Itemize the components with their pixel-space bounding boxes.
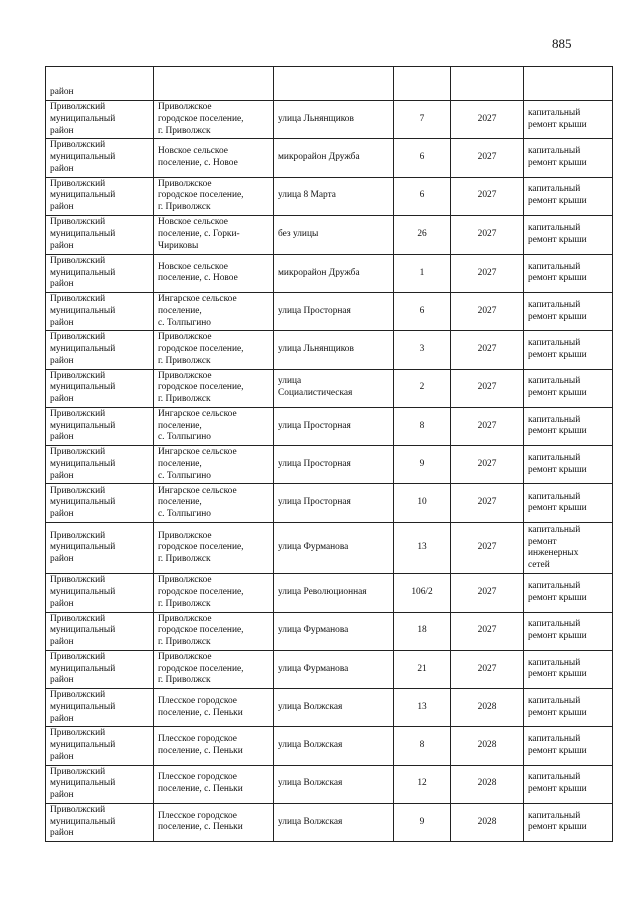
cell-district: Приволжский муниципальный район: [46, 650, 154, 688]
cell-street: улица Революционная: [274, 574, 394, 612]
cell-house-number: 3: [394, 331, 451, 369]
table-row: [46, 293, 613, 331]
cell-work-type: капитальный ремонт крыши: [524, 689, 613, 727]
cell-work-type: капитальный ремонт крыши: [524, 101, 613, 139]
cell-district: Приволжский муниципальный район: [46, 254, 154, 292]
cell-district: Приволжский муниципальный район: [46, 803, 154, 841]
cell-year: 2027: [451, 139, 524, 177]
table-row: [46, 523, 613, 574]
cell-street: улица Фурманова: [274, 650, 394, 688]
cell-house-number: 6: [394, 177, 451, 215]
table-body: [46, 67, 613, 842]
cell-house-number: 8: [394, 727, 451, 765]
cell-house-number: 8: [394, 407, 451, 445]
cell-house-number: 106/2: [394, 574, 451, 612]
cell-district: Приволжский муниципальный район: [46, 727, 154, 765]
cell-year: 2027: [451, 293, 524, 331]
cell-work-type: капитальный ремонт крыши: [524, 369, 613, 407]
cell-house-number: 13: [394, 689, 451, 727]
table-row: [46, 484, 613, 523]
table-row: [46, 574, 613, 612]
cell-settlement: Плесское городское поселение, с. Пеньки: [154, 765, 274, 803]
cell-settlement: Приволжское городское поселение, г. Приволжск: [154, 331, 274, 369]
cell-year: 2027: [451, 254, 524, 292]
cell-settlement: Приволжское городское поселение, г. Приволжск: [154, 650, 274, 688]
table-row: [46, 407, 613, 445]
cell-house-number: 21: [394, 650, 451, 688]
cell-year: 2027: [451, 407, 524, 445]
table-row: [46, 369, 613, 407]
cell-street: микрорайон Дружба: [274, 254, 394, 292]
cell-house-number: 12: [394, 765, 451, 803]
cell-street: улица Просторная: [274, 484, 394, 523]
cell-district: Приволжский муниципальный район: [46, 484, 154, 523]
cell-street: микрорайон Дружба: [274, 139, 394, 177]
cell-house-number: 6: [394, 139, 451, 177]
cell-year: 2027: [451, 612, 524, 650]
cell-work-type: капитальный ремонт крыши: [524, 765, 613, 803]
page-number: 885: [552, 36, 572, 51]
cell-house-number: 9: [394, 446, 451, 484]
cell-work-type: капитальный ремонт крыши: [524, 293, 613, 331]
cell-street: улица Просторная: [274, 293, 394, 331]
cell-street: [274, 67, 394, 101]
cell-street: улица Волжская: [274, 727, 394, 765]
cell-district: Приволжский муниципальный район: [46, 215, 154, 254]
table-row: [46, 177, 613, 215]
cell-work-type: капитальный ремонт крыши: [524, 254, 613, 292]
cell-settlement: Плесское городское поселение, с. Пеньки: [154, 803, 274, 841]
cell-house-number: 2: [394, 369, 451, 407]
cell-settlement: Приволжское городское поселение, г. Приволжск: [154, 574, 274, 612]
cell-year: 2028: [451, 803, 524, 841]
cell-street: улица Льнянщиков: [274, 331, 394, 369]
cell-house-number: 7: [394, 101, 451, 139]
cell-house-number: 13: [394, 523, 451, 574]
cell-street: улица Льнянщиков: [274, 101, 394, 139]
cell-district: Приволжский муниципальный район: [46, 407, 154, 445]
cell-street: без улицы: [274, 215, 394, 254]
cell-settlement: Ингарское сельское поселение, с. Толпыгино: [154, 293, 274, 331]
cell-settlement: Плесское городское поселение, с. Пеньки: [154, 727, 274, 765]
table-row: [46, 689, 613, 727]
cell-settlement: Плесское городское поселение, с. Пеньки: [154, 689, 274, 727]
cell-street: улица Фурманова: [274, 523, 394, 574]
cell-district: Приволжский муниципальный район: [46, 369, 154, 407]
cell-district: Приволжский муниципальный район: [46, 612, 154, 650]
cell-street: улица Фурманова: [274, 612, 394, 650]
cell-year: 2027: [451, 574, 524, 612]
table-row: [46, 254, 613, 292]
cell-year: 2027: [451, 101, 524, 139]
cell-settlement: Ингарское сельское поселение, с. Толпыгино: [154, 407, 274, 445]
cell-year: 2028: [451, 765, 524, 803]
cell-work-type: капитальный ремонт крыши: [524, 612, 613, 650]
cell-district: Приволжский муниципальный район: [46, 765, 154, 803]
repair-schedule-table: [45, 66, 613, 842]
cell-settlement: Приволжское городское поселение, г. Приволжск: [154, 612, 274, 650]
cell-year: [451, 67, 524, 101]
cell-district: Приволжский муниципальный район: [46, 331, 154, 369]
table-row: [46, 765, 613, 803]
cell-year: 2027: [451, 331, 524, 369]
cell-settlement: Новское сельское поселение, с. Новое: [154, 254, 274, 292]
cell-work-type: капитальный ремонт крыши: [524, 803, 613, 841]
cell-house-number: 10: [394, 484, 451, 523]
cell-street: улица Волжская: [274, 689, 394, 727]
cell-year: 2027: [451, 369, 524, 407]
table-row: [46, 612, 613, 650]
cell-work-type: капитальный ремонт крыши: [524, 484, 613, 523]
cell-work-type: капитальный ремонт крыши: [524, 177, 613, 215]
cell-district: Приволжский муниципальный район: [46, 523, 154, 574]
cell-work-type: капитальный ремонт инженерных сетей: [524, 523, 613, 574]
table-row: [46, 727, 613, 765]
cell-year: 2027: [451, 523, 524, 574]
cell-settlement: Новское сельское поселение, с. Новое: [154, 139, 274, 177]
cell-settlement: [154, 67, 274, 101]
cell-district: Приволжский муниципальный район: [46, 446, 154, 484]
cell-district: Приволжский муниципальный район: [46, 177, 154, 215]
cell-work-type: капитальный ремонт крыши: [524, 331, 613, 369]
cell-year: 2028: [451, 727, 524, 765]
cell-house-number: [394, 67, 451, 101]
cell-settlement: Новское сельское поселение, с. Горки- Чириковы: [154, 215, 274, 254]
cell-work-type: капитальный ремонт крыши: [524, 727, 613, 765]
cell-year: 2027: [451, 650, 524, 688]
cell-settlement: Ингарское сельское поселение, с. Толпыгино: [154, 446, 274, 484]
table-row: [46, 803, 613, 841]
cell-street: улица Волжская: [274, 803, 394, 841]
cell-work-type: капитальный ремонт крыши: [524, 446, 613, 484]
cell-settlement: Приволжское городское поселение, г. Приволжск: [154, 523, 274, 574]
cell-house-number: 26: [394, 215, 451, 254]
cell-year: 2027: [451, 177, 524, 215]
cell-district: Приволжский муниципальный район: [46, 574, 154, 612]
cell-house-number: 1: [394, 254, 451, 292]
cell-year: 2027: [451, 215, 524, 254]
table-row: [46, 139, 613, 177]
cell-house-number: 6: [394, 293, 451, 331]
cell-settlement: Приволжское городское поселение, г. Приволжск: [154, 177, 274, 215]
cell-year: 2027: [451, 446, 524, 484]
cell-district: Приволжский муниципальный район: [46, 689, 154, 727]
cell-work-type: капитальный ремонт крыши: [524, 650, 613, 688]
cell-district: Приволжский муниципальный район: [46, 293, 154, 331]
cell-street: улица Социалистическая: [274, 369, 394, 407]
cell-street: улица Просторная: [274, 446, 394, 484]
table-row: [46, 215, 613, 254]
table-row: [46, 650, 613, 688]
cell-work-type: капитальный ремонт крыши: [524, 407, 613, 445]
cell-settlement: Приволжское городское поселение, г. Приволжск: [154, 369, 274, 407]
cell-work-type: [524, 67, 613, 101]
cell-settlement: Приволжское городское поселение, г. Приволжск: [154, 101, 274, 139]
table-row: [46, 101, 613, 139]
cell-street: улица Волжская: [274, 765, 394, 803]
cell-year: 2027: [451, 484, 524, 523]
cell-street: улица Просторная: [274, 407, 394, 445]
cell-settlement: Ингарское сельское поселение, с. Толпыгино: [154, 484, 274, 523]
table-row: [46, 331, 613, 369]
table-row: [46, 446, 613, 484]
cell-house-number: 9: [394, 803, 451, 841]
cell-house-number: 18: [394, 612, 451, 650]
cell-district: Приволжский муниципальный район: [46, 139, 154, 177]
cell-work-type: капитальный ремонт крыши: [524, 574, 613, 612]
cell-street: улица 8 Марта: [274, 177, 394, 215]
cell-district: район: [46, 67, 154, 101]
cell-district: Приволжский муниципальный район: [46, 101, 154, 139]
table-row-continuation: [46, 67, 613, 101]
cell-work-type: капитальный ремонт крыши: [524, 215, 613, 254]
cell-year: 2028: [451, 689, 524, 727]
cell-work-type: капитальный ремонт крыши: [524, 139, 613, 177]
